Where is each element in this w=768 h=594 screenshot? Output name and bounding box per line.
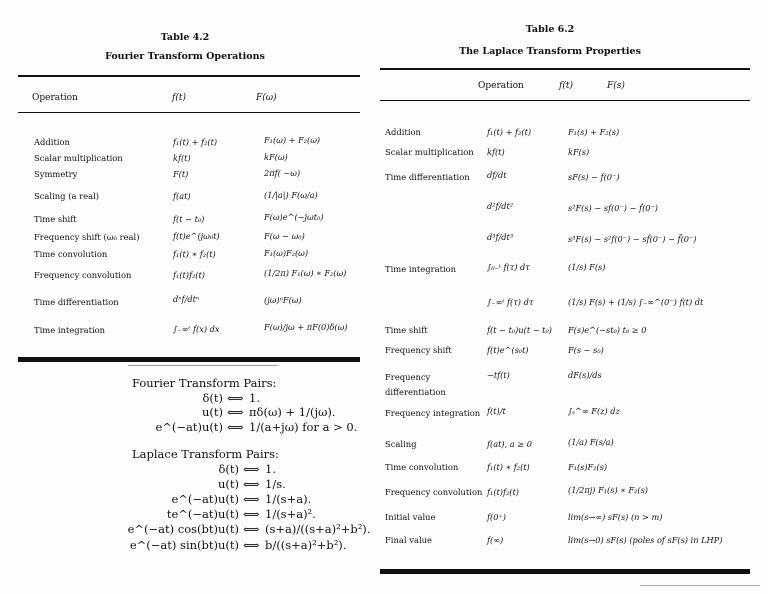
pair-lhs: e^(−at)u(t) — [155, 420, 223, 434]
Fw-cell: (jω)ⁿF(ω) — [264, 295, 302, 305]
Fs-cell: (1/s) F(s) — [568, 262, 606, 272]
equivalence-arrow: ⟺ — [243, 507, 260, 521]
col-header-Fw: F(ω) — [256, 93, 277, 103]
rule — [380, 68, 750, 70]
laplace-pairs-title: Laplace Transform Pairs: — [132, 447, 279, 461]
Fs-cell: dF(s)/ds — [568, 370, 602, 380]
col-header-operation: Operation — [478, 81, 524, 91]
ft-cell: ∫₋∞ᵗ f(x) dx — [173, 324, 220, 334]
Fs-cell: s²F(s) − sf(0⁻) − ḟ(0⁻) — [568, 203, 658, 213]
equivalence-arrow: ⟺ — [227, 420, 244, 434]
Fw-cell: kF(ω) — [264, 152, 288, 162]
pair-lhs: δ(t) — [218, 462, 239, 476]
ft-cell: f(t)/t — [487, 406, 506, 416]
ft-cell: f(0⁺) — [487, 512, 506, 522]
ft-cell: d³f/dt³ — [487, 232, 514, 242]
pair-rhs: 1. — [265, 462, 276, 476]
Fw-cell: F(ω − ω₀) — [264, 231, 305, 241]
operation-cell: Frequency differentiation — [385, 372, 446, 397]
ft-cell: dⁿf/dtⁿ — [173, 294, 200, 304]
operation-cell: Scalar multiplication — [385, 147, 474, 157]
ft-cell: f₁(t) + f₂(t) — [487, 127, 532, 137]
ft-cell: f₁(t) + f₂(t) — [173, 137, 218, 147]
equivalence-arrow: ⟺ — [227, 405, 244, 419]
operation-cell: Frequency shift (ω₀ real) — [34, 232, 140, 242]
table-6-2-number: Table 6.2 — [525, 24, 575, 35]
Fs-cell: kF(s) — [568, 147, 590, 157]
rule — [18, 357, 360, 362]
Fs-cell: F₁(s)F₂(s) — [568, 462, 608, 472]
equivalence-arrow: ⟺ — [243, 492, 260, 506]
rule — [380, 100, 750, 101]
ft-cell: f₁(t) ∗ f₂(t) — [173, 249, 216, 259]
ft-cell: f(t − t₀)u(t − t₀) — [487, 325, 552, 335]
pair-lhs: δ(t) — [202, 391, 223, 405]
ft-cell: f(t)e^(s₀t) — [487, 345, 529, 355]
operation-cell: Frequency convolution — [34, 270, 132, 280]
Fs-cell: lim(s→0) sF(s) (poles of sF(s) in LHP) — [568, 535, 723, 545]
pair-rhs: b/((s+a)²+b²). — [265, 538, 347, 552]
pair-rhs: 1/(s+a)². — [265, 507, 316, 521]
Fw-cell: (1/2π) F₁(ω) ∗ F₂(ω) — [264, 268, 347, 278]
operation-cell: Final value — [385, 535, 432, 545]
Fw-cell: F(ω)e^(−jωt₀) — [264, 212, 324, 222]
ft-cell: f(t)e^(jω₀t) — [173, 231, 220, 241]
Fw-cell: F₁(ω) + F₂(ω) — [264, 135, 321, 145]
ft-cell: d²f/dt² — [487, 201, 514, 211]
operation-cell: Frequency convolution — [385, 487, 483, 497]
ft-cell: kf(t) — [487, 147, 505, 157]
operation-cell: Time convolution — [385, 462, 459, 472]
pair-rhs: πδ(ω) + 1/(jω). — [249, 405, 336, 419]
rule — [18, 75, 360, 77]
pair-rhs: (s+a)/((s+a)²+b²). — [265, 522, 371, 536]
operation-cell: Time integration — [34, 325, 106, 335]
table-6-2-title: The Laplace Transform Properties — [459, 46, 641, 57]
table-4-2-title: Fourier Transform Operations — [105, 51, 265, 62]
pair-rhs: 1/(s+a). — [265, 492, 312, 506]
operation-cell: Symmetry — [34, 169, 78, 179]
col-header-ft: f(t) — [172, 93, 186, 103]
pair-lhs: u(t) — [201, 405, 223, 419]
equivalence-arrow: ⟺ — [243, 538, 260, 552]
table-4-2-number: Table 4.2 — [160, 32, 210, 43]
ft-cell: f(∞) — [487, 535, 504, 545]
Fw-cell: F₁(ω)F₂(ω) — [264, 248, 309, 258]
operation-cell: Time convolution — [34, 249, 108, 259]
pair-lhs: e^(−at) cos(bt)u(t) — [127, 522, 239, 536]
Fs-cell: lim(s→∞) sF(s) (n > m) — [568, 512, 663, 522]
ft-cell: f(at), a ≥ 0 — [487, 439, 532, 449]
Fs-cell: F(s)e^(−st₀) t₀ ≥ 0 — [568, 325, 647, 335]
ft-cell: F(t) — [173, 169, 189, 179]
ft-cell: ∫₀₋ᵗ f(τ) dτ — [487, 262, 530, 272]
ft-cell: −tf(t) — [487, 370, 510, 380]
Fs-cell: (1/s) F(s) + (1/s) ∫₋∞^(0⁻) f(t) dt — [568, 297, 704, 307]
operation-cell: Time shift — [34, 214, 77, 224]
pair-rhs: 1/s. — [265, 477, 286, 491]
fourier-pairs-title: Fourier Transform Pairs: — [132, 376, 277, 390]
operation-cell: Time integration — [385, 264, 457, 274]
equivalence-arrow: ⟺ — [227, 391, 244, 405]
rule — [128, 365, 278, 366]
operation-cell: Addition — [34, 137, 70, 147]
pair-lhs: te^(−at)u(t) — [166, 507, 239, 521]
rule — [380, 569, 750, 574]
Fs-cell: F₁(s) + F₂(s) — [568, 127, 620, 137]
operation-cell: Frequency shift — [385, 345, 452, 355]
ft-cell: f(t − t₀) — [173, 214, 205, 224]
operation-cell: Time differentiation — [385, 172, 470, 182]
rule — [18, 112, 360, 113]
ft-cell: df/dt — [487, 170, 507, 180]
Fw-cell: (1/|a|) F(ω/a) — [264, 190, 318, 200]
operation-cell: Frequency integration — [385, 408, 481, 418]
operation-cell: Initial value — [385, 512, 436, 522]
Fs-cell: s³F(s) − s²f(0⁻) − sḟ(0⁻) − f̈(0⁻) — [568, 234, 697, 244]
ft-cell: kf(t) — [173, 153, 191, 163]
operation-cell: Addition — [385, 127, 421, 137]
operation-cell: Time shift — [385, 325, 428, 335]
rule — [640, 585, 760, 586]
Fs-cell: (1/2πj) F₁(s) ∗ F₂(s) — [568, 485, 648, 495]
Fs-cell: (1/a) F(s/a) — [568, 437, 614, 447]
operation-cell: Scaling — [385, 439, 417, 449]
col-header-Fs: F(s) — [607, 81, 625, 91]
operation-cell: Time differentiation — [34, 297, 119, 307]
Fw-cell: 2πf( −ω) — [264, 168, 301, 178]
col-header-operation: Operation — [32, 93, 78, 103]
ft-cell: f₁(t)f₂(t) — [487, 487, 519, 497]
equivalence-arrow: ⟺ — [243, 477, 260, 491]
Fw-cell: F(ω)/jω + πF(0)δ(ω) — [264, 322, 348, 332]
pair-lhs: e^(−at) sin(bt)u(t) — [129, 538, 239, 552]
ft-cell: f(at) — [173, 191, 191, 201]
operation-cell: Scaling (a real) — [34, 191, 100, 201]
col-header-ft: f(t) — [559, 81, 573, 91]
ft-cell: f₁(t)f₂(t) — [173, 270, 205, 280]
pair-lhs: e^(−at)u(t) — [171, 492, 239, 506]
Fs-cell: F(s − s₀) — [568, 345, 604, 355]
Fs-cell: ∫ₛ^∞ F(z) dz — [568, 406, 620, 416]
equivalence-arrow: ⟺ — [243, 522, 260, 536]
pair-rhs: 1. — [249, 391, 260, 405]
Fs-cell: sF(s) − f(0⁻) — [568, 172, 620, 182]
operation-cell: Scalar multiplication — [34, 153, 123, 163]
ft-cell: f₁(t) ∗ f₂(t) — [487, 462, 530, 472]
pair-lhs: u(t) — [217, 477, 239, 491]
pair-rhs: 1/(a+jω) for a > 0. — [249, 420, 358, 434]
ft-cell: ∫₋∞ᵗ f(τ) dτ — [487, 297, 534, 307]
equivalence-arrow: ⟺ — [243, 462, 260, 476]
